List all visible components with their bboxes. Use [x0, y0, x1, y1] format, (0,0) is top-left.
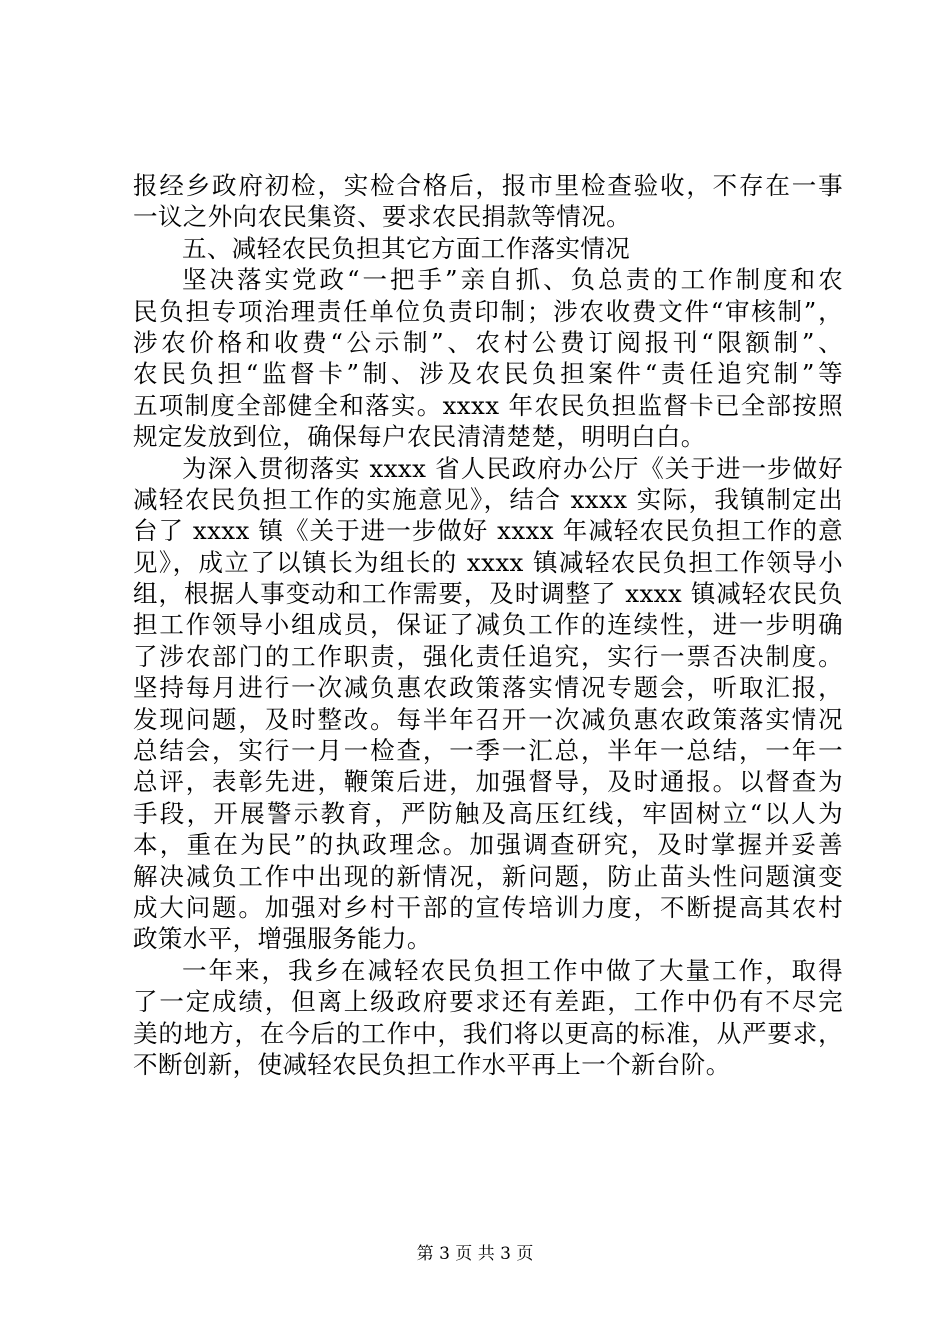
text-line: 了涉农部门的工作职责，强化责任追究，实行一票否决制度。: [133, 641, 843, 671]
text-line: 五项制度全部健全和落实。xxxx 年农民负担监督卡已全部按照: [133, 390, 843, 420]
text-line: 为深入贯彻落实 xxxx 省人民政府办公厅《关于进一步做好: [182, 453, 843, 483]
text-line: 坚决落实党政“一把手”亲自抓、负总责的工作制度和农: [182, 265, 843, 295]
text-line: 本，重在为民”的执政理念。加强调查研究，及时掌握并妥善: [133, 830, 843, 860]
text-line: 不断创新，使减轻农民负担工作水平再上一个新台阶。: [133, 1049, 731, 1079]
text-line: 了一定成绩，但离上级政府要求还有差距，工作中仍有不尽完: [133, 987, 843, 1017]
text-line: 坚持每月进行一次减负惠农政策落实情况专题会，听取汇报，: [133, 673, 843, 703]
text-line: 总评，表彰先进，鞭策后进，加强督导，及时通报。以督查为: [133, 767, 843, 797]
text-line: 政策水平，增强服务能力。: [133, 924, 432, 954]
text-line: 手段，开展警示教育，严防触及高压红线，牢固树立“以人为: [133, 798, 843, 828]
text-line: 民负担专项治理责任单位负责印制；涉农收费文件“审核制”，: [133, 296, 843, 326]
text-line: 成大问题。加强对乡村干部的宣传培训力度，不断提高其农村: [133, 892, 843, 922]
text-line: 农民负担“监督卡”制、涉及农民负担案件“责任追究制”等: [133, 359, 843, 389]
text-line: 报经乡政府初检，实检合格后，报市里检查验收，不存在一事: [133, 171, 843, 200]
text-line: 台了 xxxx 镇《关于进一步做好 xxxx 年减轻农民负担工作的意: [133, 516, 843, 546]
text-line: 美的地方，在今后的工作中，我们将以更高的标准，从严要求，: [133, 1018, 843, 1048]
text-line: 解决减负工作中出现的新情况，新问题，防止苗头性问题演变: [133, 861, 843, 891]
text-line: 五、减轻农民负担其它方面工作落实情况: [182, 233, 631, 263]
page-footer: [0, 1243, 950, 1265]
text-line: 一议之外向农民集资、要求农民捐款等情况。: [133, 202, 631, 232]
text-line: 组，根据人事变动和工作需要，及时调整了 xxxx 镇减轻农民负: [133, 579, 843, 609]
text-line: 担工作领导小组成员，保证了减负工作的连续性，进一步明确: [133, 610, 843, 640]
page-number: 第 3 页 共 3 页: [416, 1244, 534, 1264]
text-line: 一年来，我乡在减轻农民负担工作中做了大量工作，取得: [182, 955, 843, 985]
text-line: 总结会，实行一月一检查，一季一汇总，半年一总结，一年一: [133, 736, 843, 766]
document-body: [133, 170, 843, 1080]
text-line: 涉农价格和收费“公示制”、农村公费订阅报刊“限额制”、: [133, 327, 843, 357]
text-line: 规定发放到位，确保每户农民清清楚楚，明明白白。: [133, 422, 706, 452]
text-line: 见》，成立了以镇长为组长的 xxxx 镇减轻农民负担工作领导小: [133, 547, 843, 577]
text-line: 发现问题，及时整改。每半年召开一次减负惠农政策落实情况: [133, 704, 843, 734]
text-line: 减轻农民负担工作的实施意见》，结合 xxxx 实际，我镇制定出: [133, 484, 843, 514]
